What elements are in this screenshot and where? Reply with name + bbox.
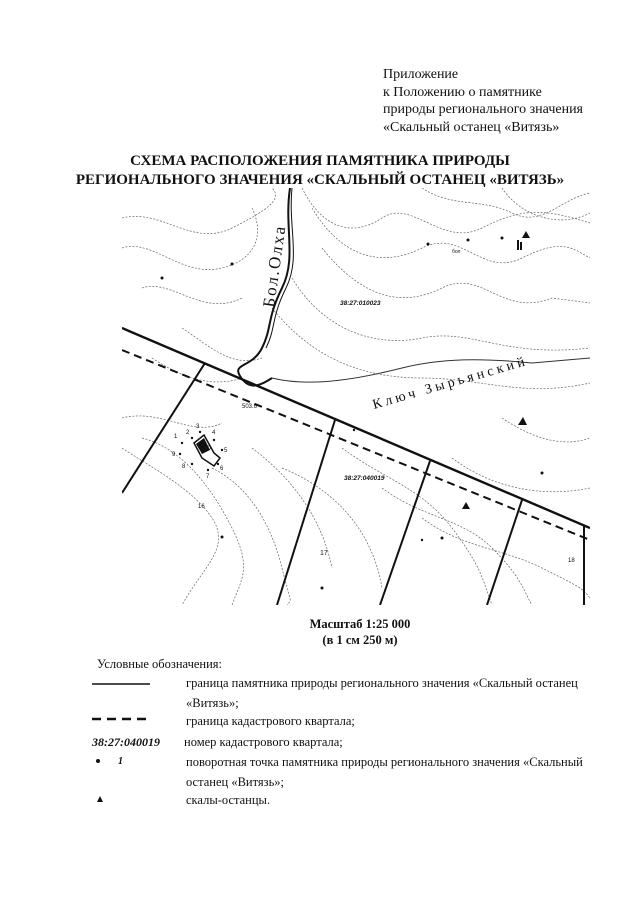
parcel-label-17: 17 <box>320 550 328 557</box>
rock-icon <box>96 795 106 803</box>
point-label: 9 <box>172 452 176 458</box>
point-label: 5 <box>224 448 228 454</box>
contour-lines <box>122 188 590 605</box>
parcel-label-18: 18 <box>568 558 575 564</box>
point-label: 4 <box>212 430 216 436</box>
parcel-label-16: 16 <box>198 504 205 510</box>
document-title <box>0 152 640 190</box>
solid-line-icon <box>92 681 152 687</box>
legend-point-number: 1 <box>118 756 123 767</box>
scale-line-2: (в 1 см 250 м) <box>322 633 398 647</box>
elevation-label: 503.6 <box>242 404 258 410</box>
point-label: 10 <box>204 446 211 452</box>
legend-code: 38:27:040019 <box>92 735 160 749</box>
quarter-label-top: 38:27:010023 <box>340 300 381 307</box>
point-label: 6 <box>220 466 224 472</box>
scale-block <box>0 616 640 648</box>
appendix-line-1: Приложение <box>383 67 459 82</box>
legend-text-rocks: скалы-останцы. <box>186 793 271 807</box>
point-dot-icon <box>94 757 102 765</box>
rock-icon <box>462 417 527 509</box>
legend-text-boundary-b: «Витязь»; <box>186 696 239 710</box>
legend-text-cadastral: граница кадастрового квартала; <box>186 714 355 728</box>
svg-text:бол: бол <box>452 249 461 255</box>
appendix-line-2: к Положению о памятнике <box>383 84 542 100</box>
quarter-label-mid: 38:27:040019 <box>344 475 385 482</box>
title-line-1: СХЕМА РАСПОЛОЖЕНИЯ ПАМЯТНИКА ПРИРОДЫ <box>130 153 510 169</box>
stream <box>272 358 590 382</box>
river-label: Бол.Олха <box>259 223 290 309</box>
cadastral-boundary <box>122 350 590 540</box>
point-label: 1 <box>174 434 178 440</box>
appendix-line-3: природы регионального значения <box>383 102 583 117</box>
point-label: 2 <box>186 430 190 436</box>
legend-text-point-b: останец «Витязь»; <box>186 775 285 789</box>
title-line-2: РЕГИОНАЛЬНОГО ЗНАЧЕНИЯ «СКАЛЬНЫЙ ОСТАНЕЦ «ВИТЯЗЬ» <box>75 172 565 188</box>
point-label: 3 <box>196 424 200 430</box>
legend-text-point-a: поворотная точка памятника природы регионального значения «Скальный <box>186 755 583 769</box>
scale-line-1: Масштаб 1:25 000 <box>309 617 411 631</box>
legend-text-quarter: номер кадастрового квартала; <box>184 735 343 749</box>
location-map <box>122 188 590 605</box>
parcel-lines <box>122 363 584 605</box>
stream-label: Ключ Зырьянский <box>370 354 530 413</box>
appendix-line-4: «Скальный останец «Витязь» <box>383 119 560 135</box>
point-label: 7 <box>206 474 210 480</box>
point-label: 8 <box>182 464 186 470</box>
legend-title: Условные обозначения: <box>97 657 223 671</box>
dashed-line-icon <box>92 716 152 722</box>
turning-points <box>172 424 228 480</box>
legend-text-boundary-a: граница памятника природы регионального значения «Скальный останец <box>186 676 578 690</box>
appendix-header <box>383 66 583 136</box>
